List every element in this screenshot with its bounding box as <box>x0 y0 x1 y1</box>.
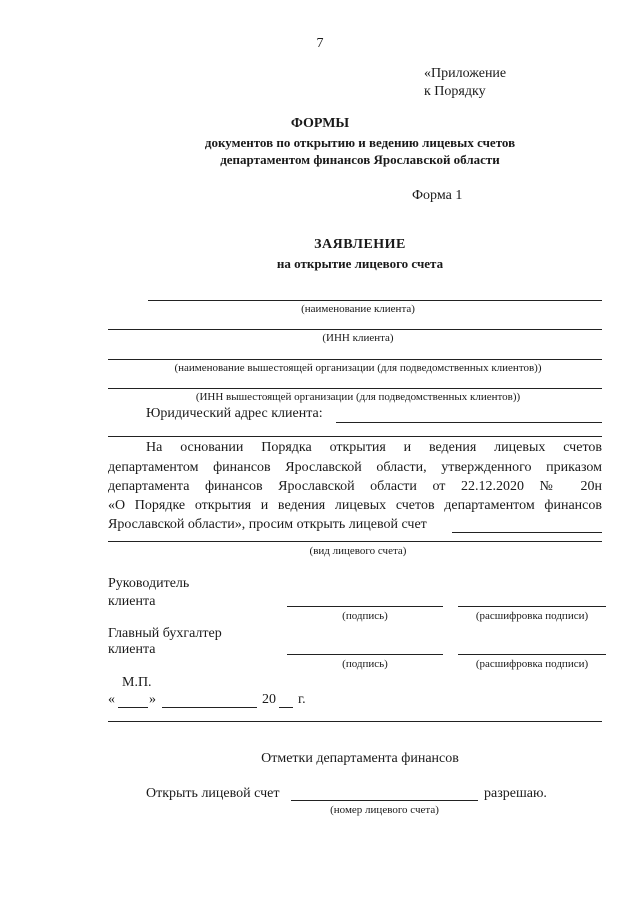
account-type-caption: (вид лицевого счета) <box>309 545 407 557</box>
head-label-1: Руководитель <box>108 576 190 591</box>
parent-org-caption: (наименование вышестоящей организации (для подведомственных клиентов)) <box>174 362 542 374</box>
accountant-decoding-caption: (расшифровка подписи) <box>475 658 589 670</box>
legal-address-line[interactable] <box>336 422 602 423</box>
legal-address-label: Юридический адрес клиента: <box>146 406 323 421</box>
accountant-signature-caption: (подпись) <box>342 658 388 670</box>
body-line-3: департамента финансов Ярославской области от 22.12.2020 № 20н <box>108 479 602 494</box>
head-decoding-line[interactable] <box>458 606 606 607</box>
date-year-suffix: г. <box>298 692 306 707</box>
account-number-caption: (номер лицевого счета) <box>330 804 439 816</box>
account-number-line[interactable] <box>291 800 478 801</box>
head-signature-caption: (подпись) <box>342 610 388 622</box>
date-close-quote: » <box>149 692 156 707</box>
head-label-2: клиента <box>108 594 156 609</box>
client-inn-line[interactable] <box>108 329 602 330</box>
accountant-label-1: Главный бухгалтер <box>108 626 222 641</box>
account-type-line-2[interactable] <box>108 541 602 542</box>
client-name-caption: (наименование клиента) <box>301 303 415 315</box>
statement-subtitle: на открытие лицевого счета <box>276 256 444 271</box>
body-line-2: департаментом финансов Ярославской области, утвержденного приказом <box>108 460 602 475</box>
head-decoding-caption: (расшифровка подписи) <box>475 610 589 622</box>
accountant-label-2: клиента <box>108 642 156 657</box>
accountant-signature-line[interactable] <box>287 654 443 655</box>
body-line-4: «О Порядке открытия и ведения лицевых счетов департаментом финансов <box>108 498 602 513</box>
date-year-line[interactable] <box>279 707 293 708</box>
forms-subtitle-1: документов по открытию и ведению лицевых счетов <box>204 135 516 150</box>
statement-title: ЗАЯВЛЕНИЕ <box>314 237 406 252</box>
stamp-label: М.П. <box>122 675 152 690</box>
account-type-line-1[interactable] <box>452 532 602 533</box>
date-open-quote: « <box>108 692 115 707</box>
accountant-decoding-line[interactable] <box>458 654 606 655</box>
client-inn-caption: (ИНН клиента) <box>322 332 394 344</box>
date-day-line[interactable] <box>118 707 148 708</box>
body-line-5: Ярославской области», просим открыть лицевой счет <box>108 517 427 532</box>
forms-subtitle-2: департаментом финансов Ярославской области <box>220 152 500 167</box>
legal-address-line-2[interactable] <box>108 436 602 437</box>
date-year-prefix: 20 <box>262 692 276 707</box>
date-month-line[interactable] <box>162 707 257 708</box>
parent-inn-caption: (ИНН вышестоящей организации (для подведомственных клиентов)) <box>195 391 521 403</box>
appendix-line-2: к Порядку <box>424 84 486 99</box>
client-name-line[interactable] <box>148 300 602 301</box>
open-account-label: Открыть лицевой счет <box>146 786 280 801</box>
separator-line <box>108 721 602 722</box>
appendix-line-1: «Приложение <box>424 66 507 81</box>
parent-org-line[interactable] <box>108 359 602 360</box>
form-label: Форма 1 <box>412 188 463 203</box>
permit-label: разрешаю. <box>484 786 547 801</box>
body-line-1: На основании Порядка открытия и ведения лицевых счетов <box>146 440 602 455</box>
head-signature-line[interactable] <box>287 606 443 607</box>
forms-title: ФОРМЫ <box>290 116 350 131</box>
parent-inn-line[interactable] <box>108 388 602 389</box>
page-number: 7 <box>316 36 324 51</box>
department-heading: Отметки департамента финансов <box>261 751 459 766</box>
